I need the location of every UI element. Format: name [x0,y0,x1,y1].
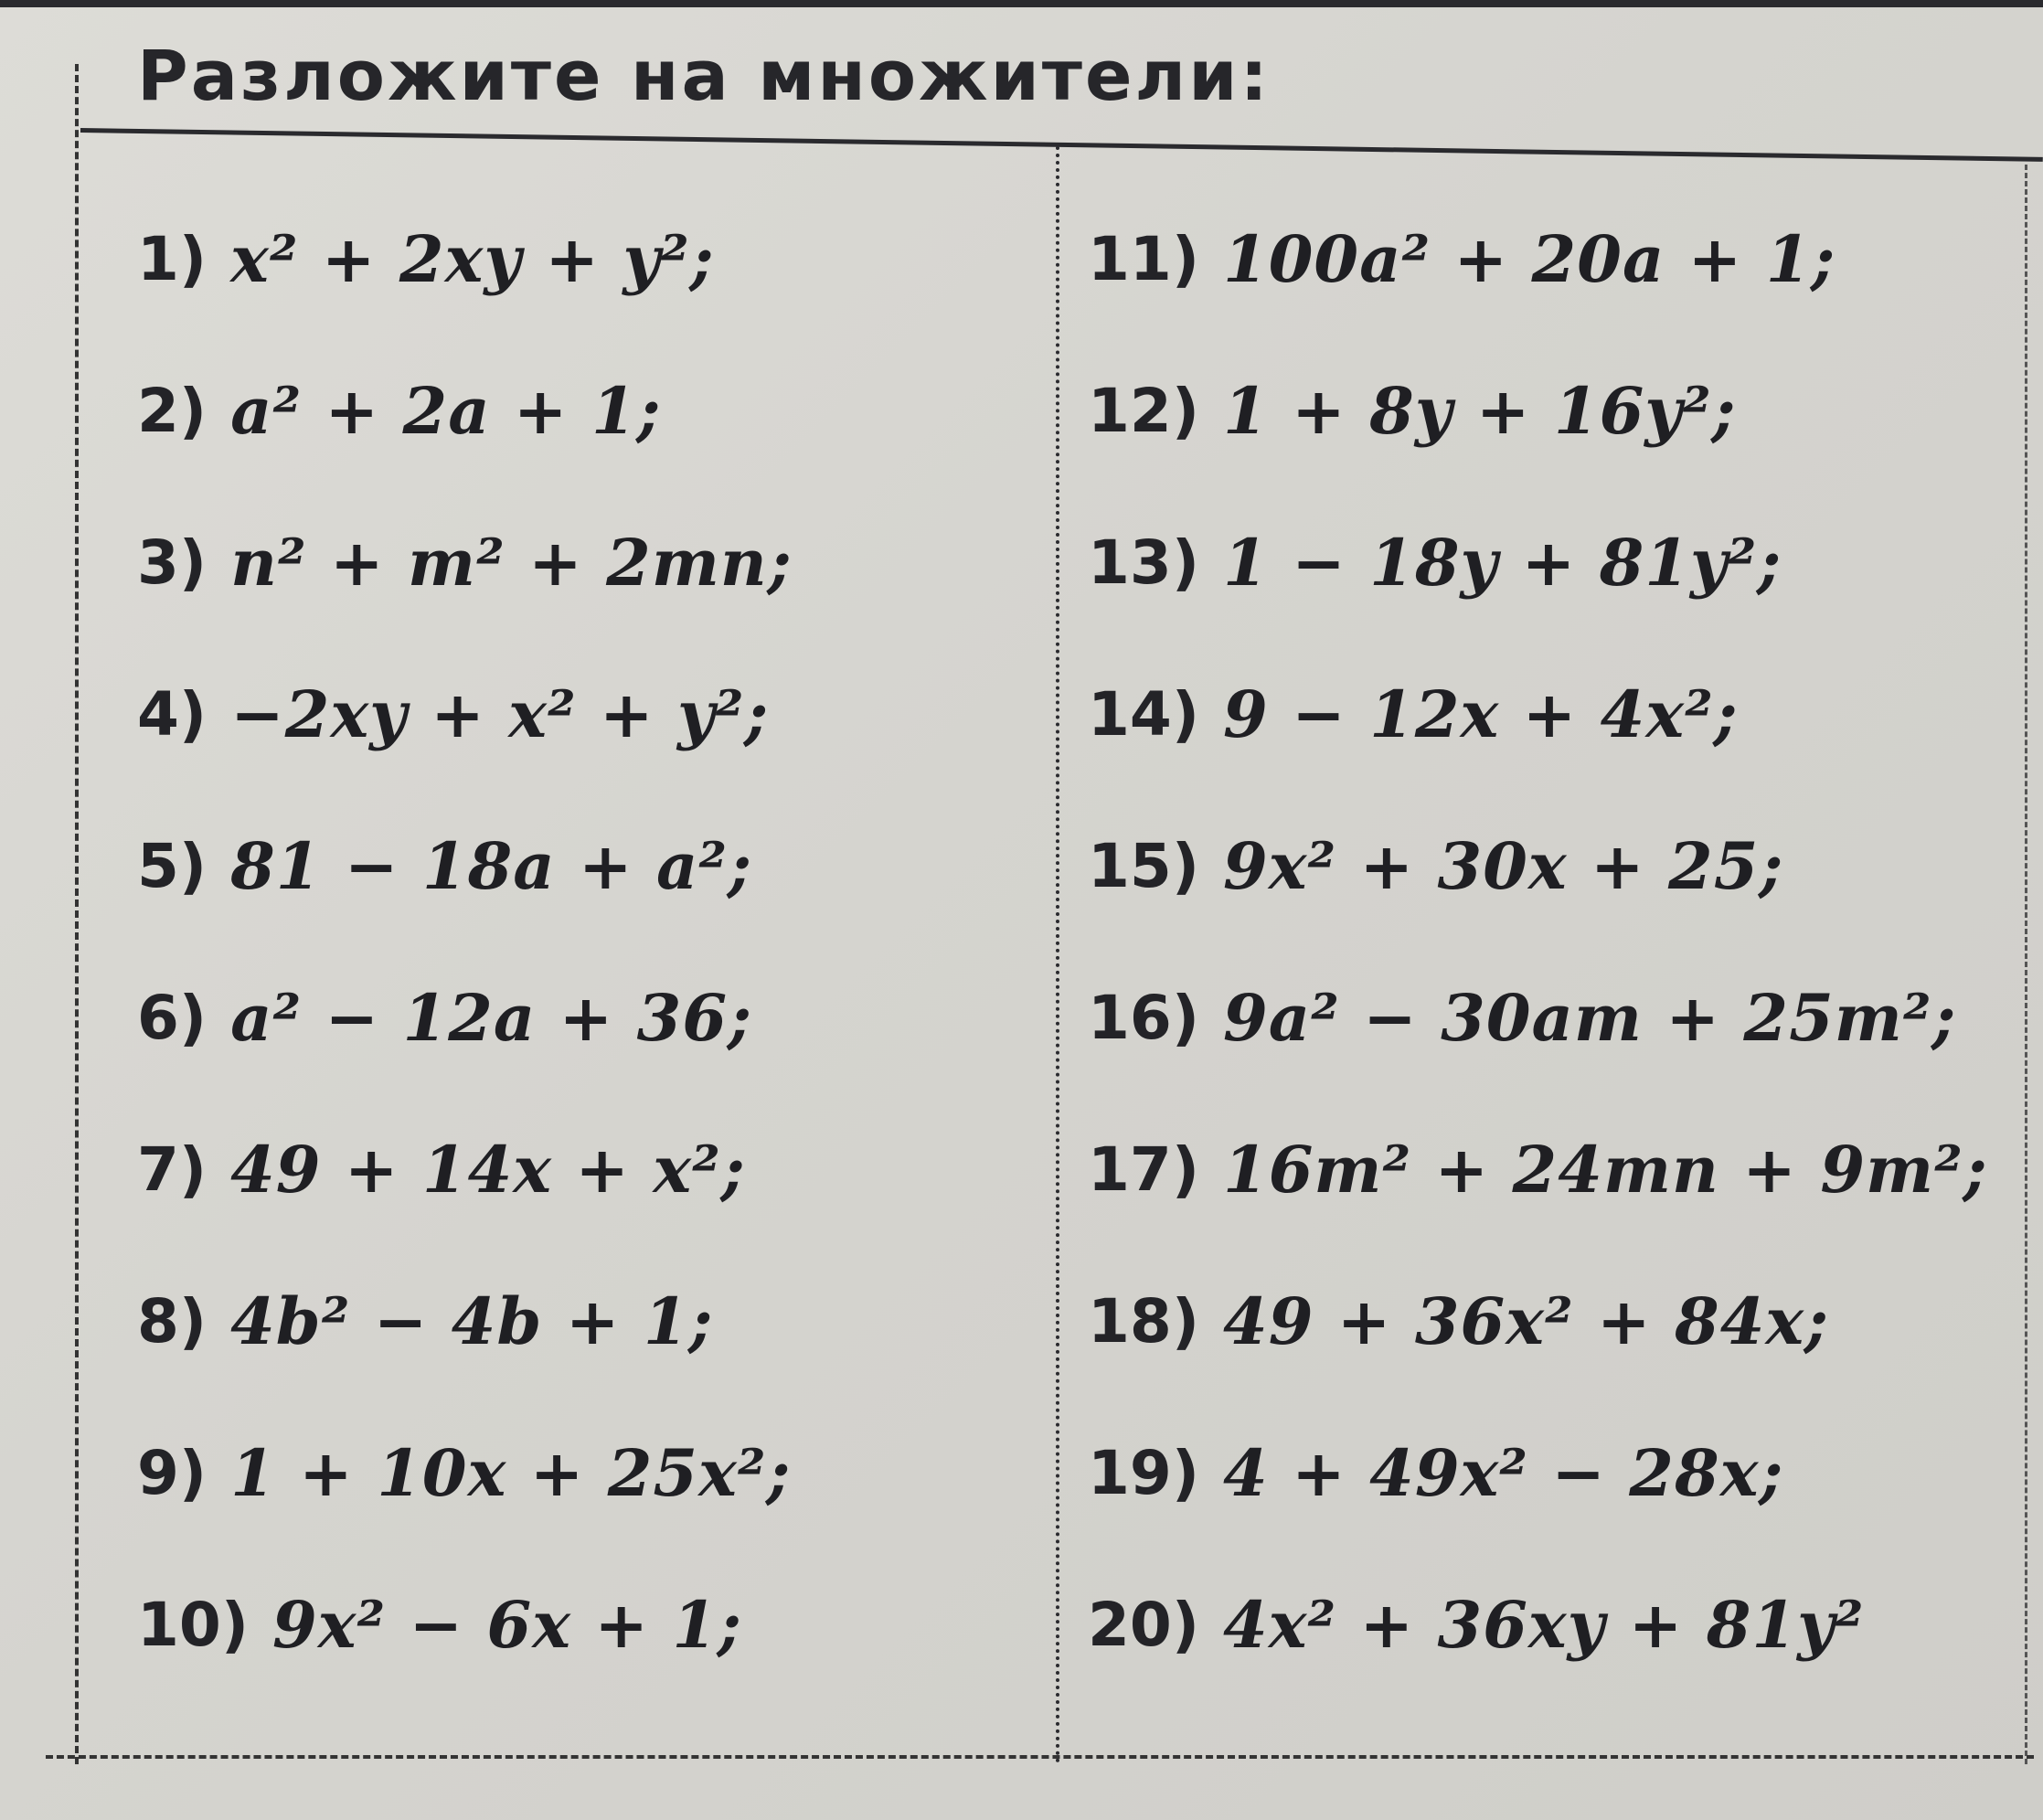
exercise-number: 1) [137,223,207,294]
right-cut-line [2025,165,2027,1764]
exercise-number: 7) [137,1134,207,1205]
exercise-expression: a² − 12a + 36; [230,979,752,1056]
exercise-item [1088,942,1988,1093]
exercise-item [1088,183,1988,335]
exercise-number: 19) [1088,1437,1200,1508]
column-divider [1056,146,1059,1764]
exercise-item [137,790,793,942]
left-cut-line [75,64,79,1764]
exercise-number: 2) [137,375,207,446]
exercise-number: 20) [1088,1589,1200,1660]
exercise-expression: 1 + 8y + 16y²; [1223,372,1737,449]
exercise-number: 14) [1088,678,1200,750]
exercise-expression: 49 + 14x + x²; [230,1131,746,1208]
exercise-expression: 1 + 10x + 25x²; [230,1434,792,1511]
exercise-expression: 9x² − 6x + 1; [272,1586,742,1663]
exercise-number: 8) [137,1285,207,1357]
exercise-number: 12) [1088,375,1200,446]
exercise-number: 15) [1088,830,1200,901]
exercise-expression: 4 + 49x² − 28x; [1223,1434,1784,1511]
exercise-number: 13) [1088,527,1200,598]
exercise-expression: n² + m² + 2mn; [230,524,793,601]
exercise-expression: 9 − 12x + 4x²; [1223,676,1739,752]
exercise-expression: 4b² − 4b + 1; [230,1283,714,1359]
exercise-expression: 9x² + 30x + 25; [1223,827,1784,904]
exercise-expression: 81 − 18a + a²; [230,827,752,904]
exercise-number: 16) [1088,982,1200,1053]
exercise-number: 10) [137,1589,250,1660]
page-title: Разложите на множители: [137,35,1271,116]
exercise-item [137,1549,793,1700]
exercise-item [1088,486,1988,638]
exercise-item [137,1245,793,1397]
right-column [1088,183,1988,1700]
exercise-item [137,1093,793,1245]
exercise-number: 6) [137,982,207,1053]
exercise-item [1088,638,1988,790]
exercise-number: 9) [137,1437,207,1508]
exercise-item [1088,335,1988,486]
exercise-item [1088,790,1988,942]
title-rule [80,128,2043,162]
exercise-expression: 1 − 18y + 81y²; [1223,524,1782,601]
exercise-number: 17) [1088,1134,1200,1205]
bottom-cut-line [46,1755,2034,1759]
exercise-expression: 49 + 36x² + 84x; [1223,1283,1830,1359]
exercise-item [137,335,793,486]
exercise-number: 11) [1088,223,1200,294]
exercise-number: 5) [137,830,207,901]
exercise-item [1088,1093,1988,1245]
exercise-expression: 16m² + 24mn + 9m²; [1223,1131,1988,1208]
exercise-item [137,1397,793,1549]
exercise-expression: 100a² + 20a + 1; [1223,220,1836,297]
top-rule [0,0,2043,7]
exercise-item [137,942,793,1093]
exercise-number: 4) [137,678,207,750]
left-column [137,183,793,1700]
exercise-number: 18) [1088,1285,1200,1357]
exercise-expression: a² + 2a + 1; [230,372,662,449]
exercise-expression: x² + 2xy + y²; [230,220,715,297]
exercise-item [1088,1397,1988,1549]
exercise-expression: 4x² + 36xy + 81y² [1223,1586,1865,1663]
exercise-expression: −2xy + x² + y²; [230,676,770,752]
exercise-item [137,638,793,790]
exercise-item [1088,1245,1988,1397]
exercise-number: 3) [137,527,207,598]
exercise-item [1088,1549,1988,1700]
exercise-expression: 9a² − 30am + 25m²; [1223,979,1957,1056]
exercise-item [137,486,793,638]
exercise-item [137,183,793,335]
